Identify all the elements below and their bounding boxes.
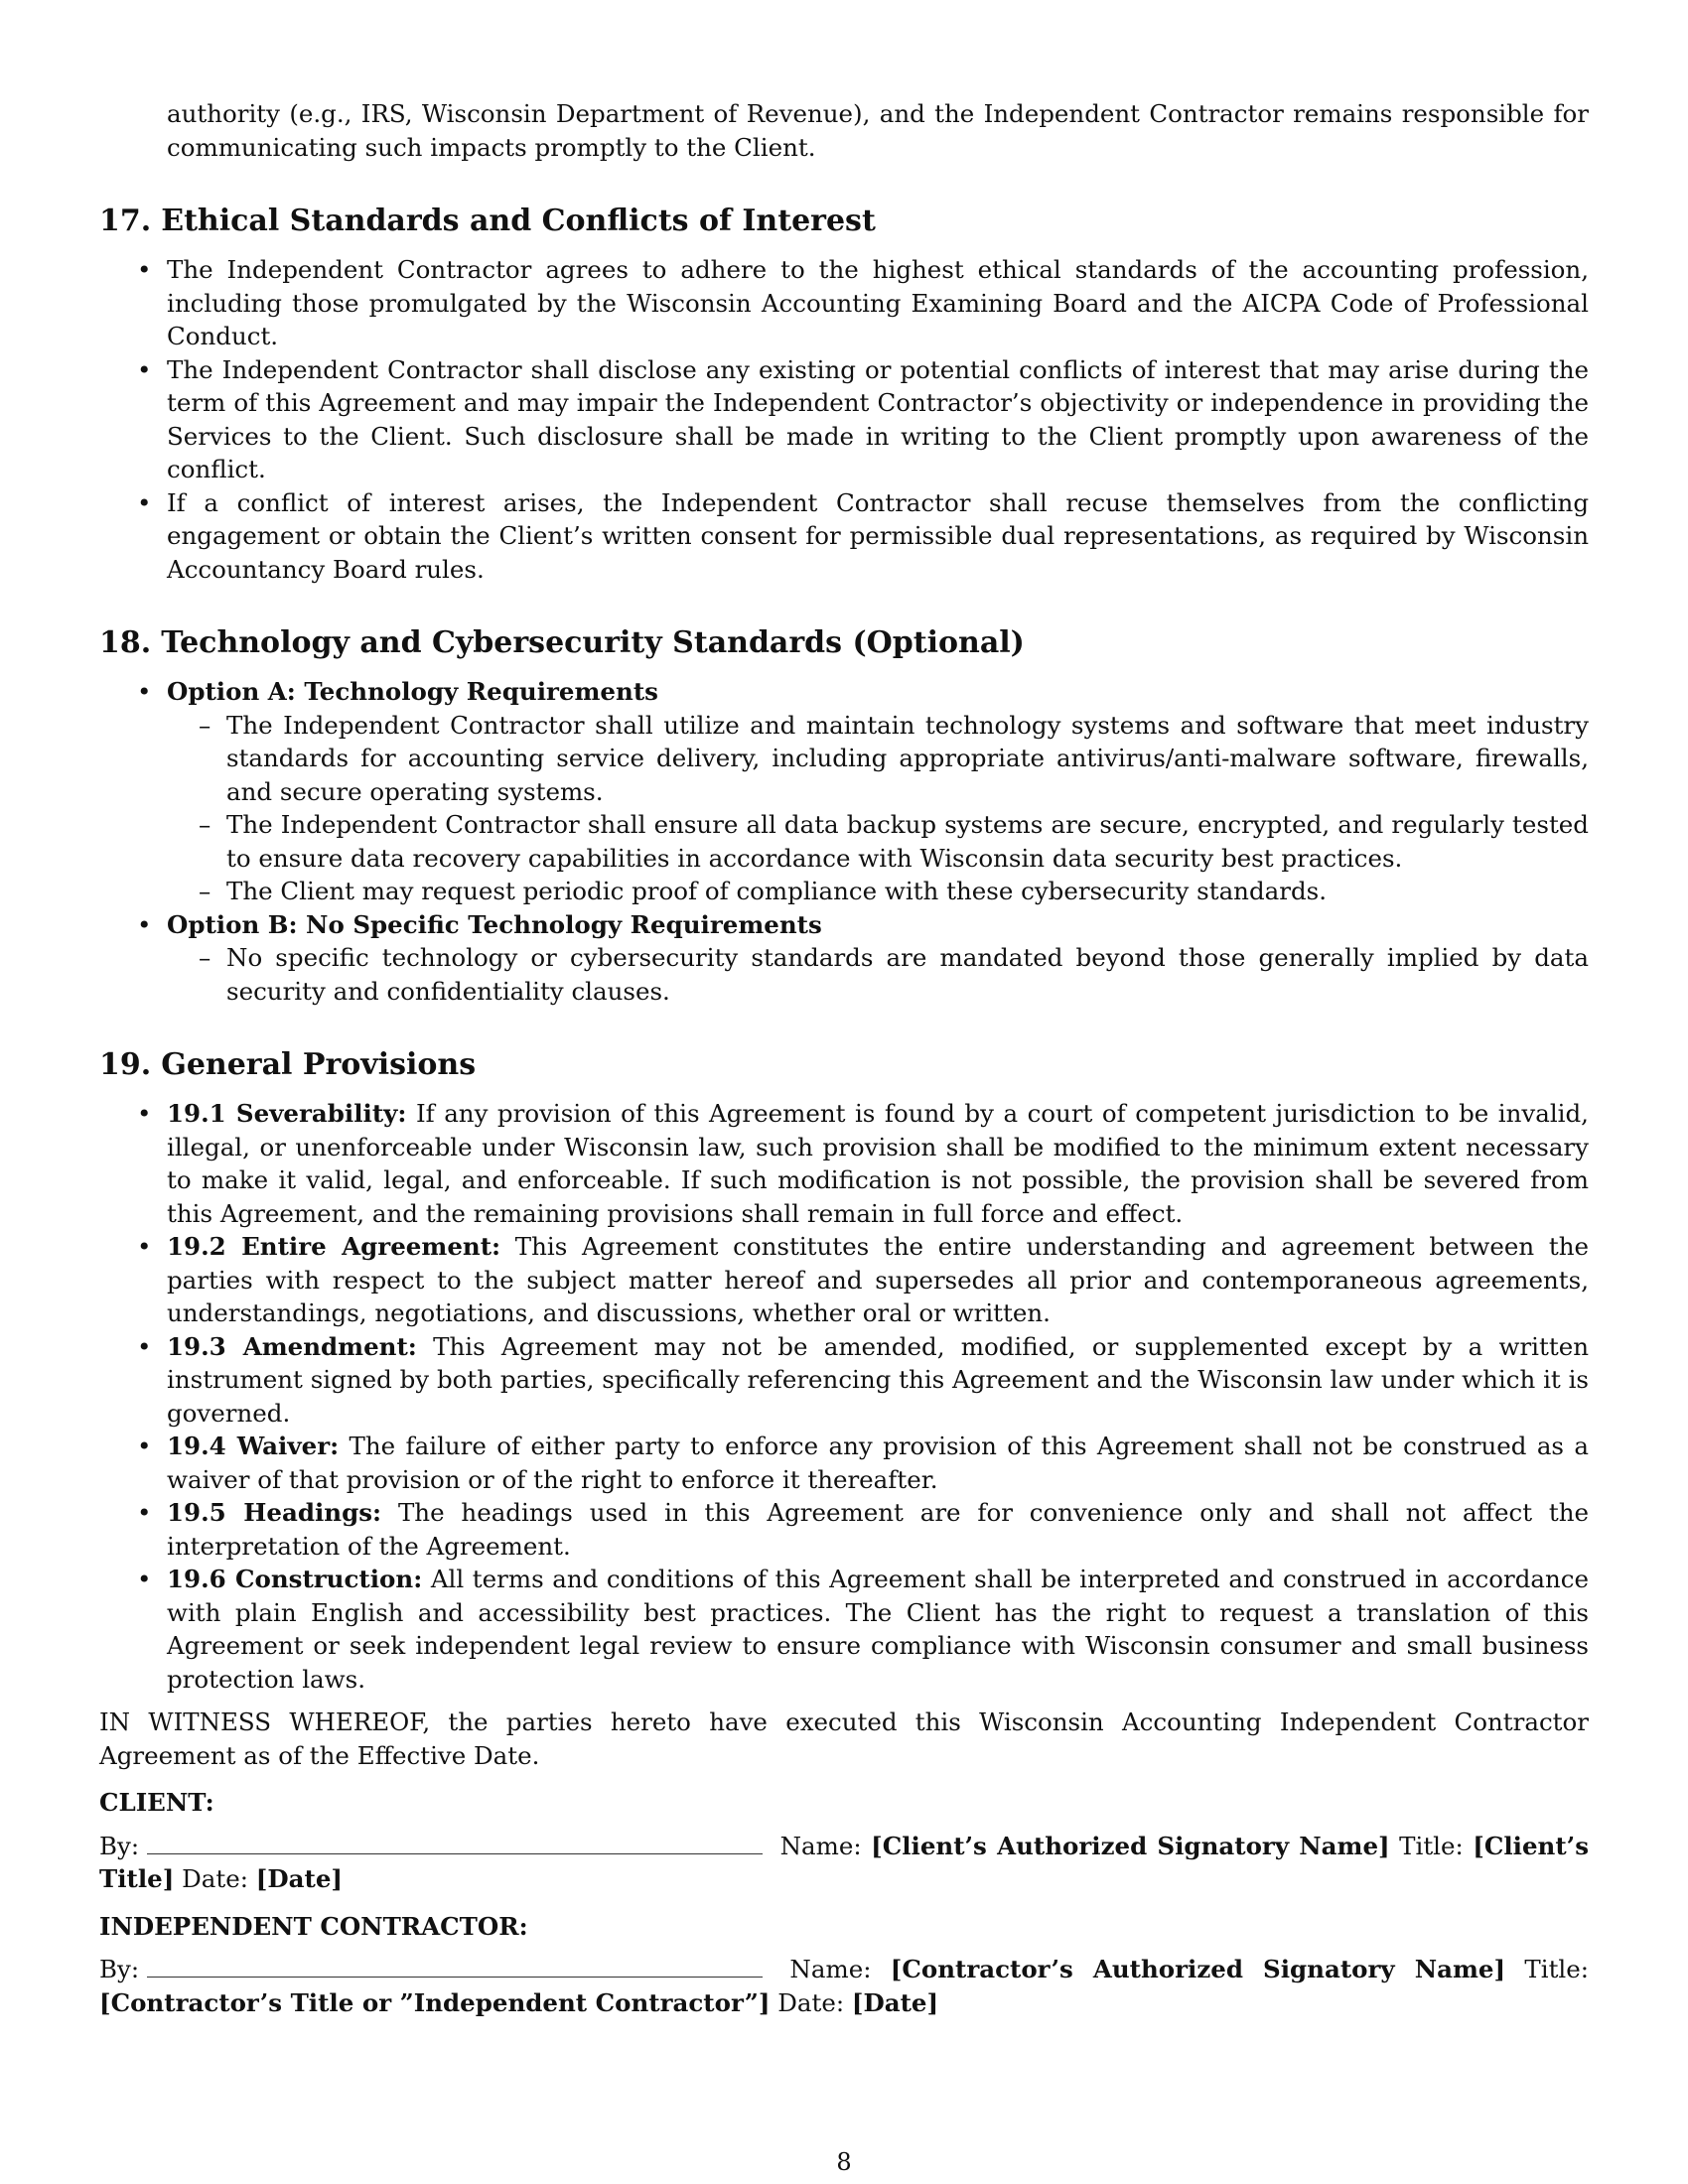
witness-paragraph: IN WITNESS WHEREOF, the parties hereto have executed this Wisconsin Accounting Independent Contractor Agreement as of the Effective Date.	[99, 1707, 1589, 1770]
provision-item	[99, 1563, 1589, 1696]
option-b-sublist	[167, 941, 1589, 1008]
section-title: Ethical Standards and Conflicts of Interest	[161, 204, 876, 238]
client-signature-block	[99, 1830, 1589, 1896]
section-18-heading	[99, 623, 1589, 663]
option-a-sublist	[167, 709, 1589, 908]
client-signature-line[interactable]	[147, 1832, 763, 1854]
provision-label: 19.3 Amendment:	[167, 1331, 417, 1361]
section-number: 18.	[99, 625, 152, 660]
client-name-placeholder: [Client’s Authorized Signatory Name]	[871, 1831, 1390, 1860]
provision-item	[99, 1496, 1589, 1563]
by-label: By:	[99, 1955, 140, 1983]
provision-label: 19.5 Headings:	[167, 1498, 382, 1527]
provision-label: 19.2 Entire Agreement:	[167, 1232, 501, 1261]
option-a-title: Option A: Technology Requirements	[167, 677, 658, 706]
provision-text: The failure of either party to enforce any provision of this Agreement shall not be construed as a waiver of that provision or of the right to enforce it thereafter.	[167, 1432, 1589, 1494]
contractor-signature-line[interactable]	[147, 1955, 763, 1978]
contractor-title-placeholder: [Contractor’s Title or ”Independent Contractor”]	[99, 1987, 771, 2017]
provision-text: This Agreement constitutes the entire understanding and agreement between the parties with respect to the subject matter hereof and supersedes all prior and contemporaneous agreements, understandings, negotiations, and discussions, whether oral or written.	[167, 1232, 1589, 1327]
sub-list-item: – The Independent Contractor shall utilize and maintain technology systems and software that meet industry standards for accounting service delivery, including appropriate antivirus/anti-malware software, firewalls, and secure operating systems.	[167, 709, 1589, 809]
provision-text: This Agreement may not be amended, modified, or supplemented except by a written instrument signed by both parties, specifically referencing this Agreement and the Wisconsin law under which it is governed.	[167, 1331, 1589, 1428]
name-label: Name:	[789, 1955, 872, 1983]
sub-list-item: – No specific technology or cybersecurity standards are mandated beyond those generally implied by data security and confidentiality clauses.	[167, 941, 1589, 1008]
list-item: • The Independent Contractor agrees to adhere to the highest ethical standards of the accounting profession, including those promulgated by the Wisconsin Accounting Examining Board and the AICPA Code of Professional Conduct.	[99, 253, 1589, 353]
title-label: Title:	[1524, 1955, 1590, 1983]
document-page	[99, 97, 1589, 2019]
provision-text: If any provision of this Agreement is found by a court of competent jurisdiction to be invalid, illegal, or unenforceable under Wisconsin law, such provision shall be modified to the minimum extent necessary to make it valid, legal, and enforceable. If such modification is not possible, the provision shall be severed from this Agreement, and the remaining provisions shall remain in full force and effect.	[167, 1099, 1589, 1228]
section-17-list	[99, 253, 1589, 586]
contractor-heading: INDEPENDENT CONTRACTOR:	[99, 1911, 528, 1941]
contractor-name-placeholder: [Contractor’s Authorized Signatory Name]	[890, 1955, 1506, 1983]
provision-item	[99, 1097, 1589, 1230]
section-number: 19.	[99, 1047, 152, 1082]
contractor-signature-block	[99, 1953, 1589, 2019]
option-b-item	[99, 908, 1589, 1009]
sub-list-item: – The Client may request periodic proof of compliance with these cybersecurity standards.	[167, 875, 1589, 908]
name-label: Name:	[779, 1831, 862, 1860]
contractor-date-placeholder: [Date]	[851, 1987, 939, 2017]
client-title-placeholder: [Client’s Title]	[99, 1831, 1589, 1893]
client-heading: CLIENT:	[99, 1788, 214, 1817]
list-item: • If a conflict of interest arises, the Independent Contractor shall recuse themselves from the conflicting engagement or obtain the Client’s written consent for permissible dual representations, as required by Wisconsin Accountancy Board rules.	[99, 486, 1589, 587]
sub-list-item: – The Independent Contractor shall ensure all data backup systems are secure, encrypted, and regularly tested to ensure data recovery capabilities in accordance with Wisconsin data security best practices.	[167, 808, 1589, 875]
by-label: By:	[99, 1831, 140, 1860]
section-title: General Provisions	[161, 1047, 477, 1082]
section-18-list	[99, 675, 1589, 1008]
option-a-item	[99, 675, 1589, 908]
title-label: Title:	[1399, 1831, 1464, 1860]
provision-item	[99, 1230, 1589, 1330]
section-number: 17.	[99, 204, 152, 238]
intro-paragraph: authority (e.g., IRS, Wisconsin Department of Revenue), and the Independent Contractor remains responsible for communicating such impacts promptly to the Client.	[167, 99, 1589, 162]
page-number: 8	[836, 2148, 852, 2176]
provision-label: 19.6 Construction:	[167, 1565, 423, 1593]
section-17-heading	[99, 202, 1589, 241]
date-label: Date:	[777, 1987, 845, 2017]
section-19-heading	[99, 1045, 1589, 1085]
provision-item	[99, 1330, 1589, 1431]
section-19-list	[99, 1097, 1589, 1696]
client-date-placeholder: [Date]	[255, 1864, 344, 1893]
provision-text: All terms and conditions of this Agreement shall be interpreted and construed in accordance with plain English and accessibility best practices. The Client has the right to request a translation of this Agreement or seek independent legal review to ensure compliance with Wisconsin consumer and small business protection laws.	[167, 1565, 1589, 1694]
section-title: Technology and Cybersecurity Standards (Optional)	[161, 625, 1025, 660]
list-item: • The Independent Contractor shall disclose any existing or potential conflicts of interest that may arise during the term of this Agreement and may impair the Independent Contractor’s objectivity or independence in providing the Services to the Client. Such disclosure shall be made in writing to the Client promptly upon awareness of the conflict.	[99, 353, 1589, 486]
provision-label: 19.1 Severability:	[167, 1099, 407, 1128]
provision-item	[99, 1430, 1589, 1496]
provision-text: The headings used in this Agreement are for convenience only and shall not affect the interpretation of the Agreement.	[167, 1498, 1590, 1561]
provision-label: 19.4 Waiver:	[167, 1432, 340, 1460]
date-label: Date:	[182, 1864, 248, 1893]
option-b-title: Option B: No Specific Technology Requirements	[167, 909, 822, 939]
